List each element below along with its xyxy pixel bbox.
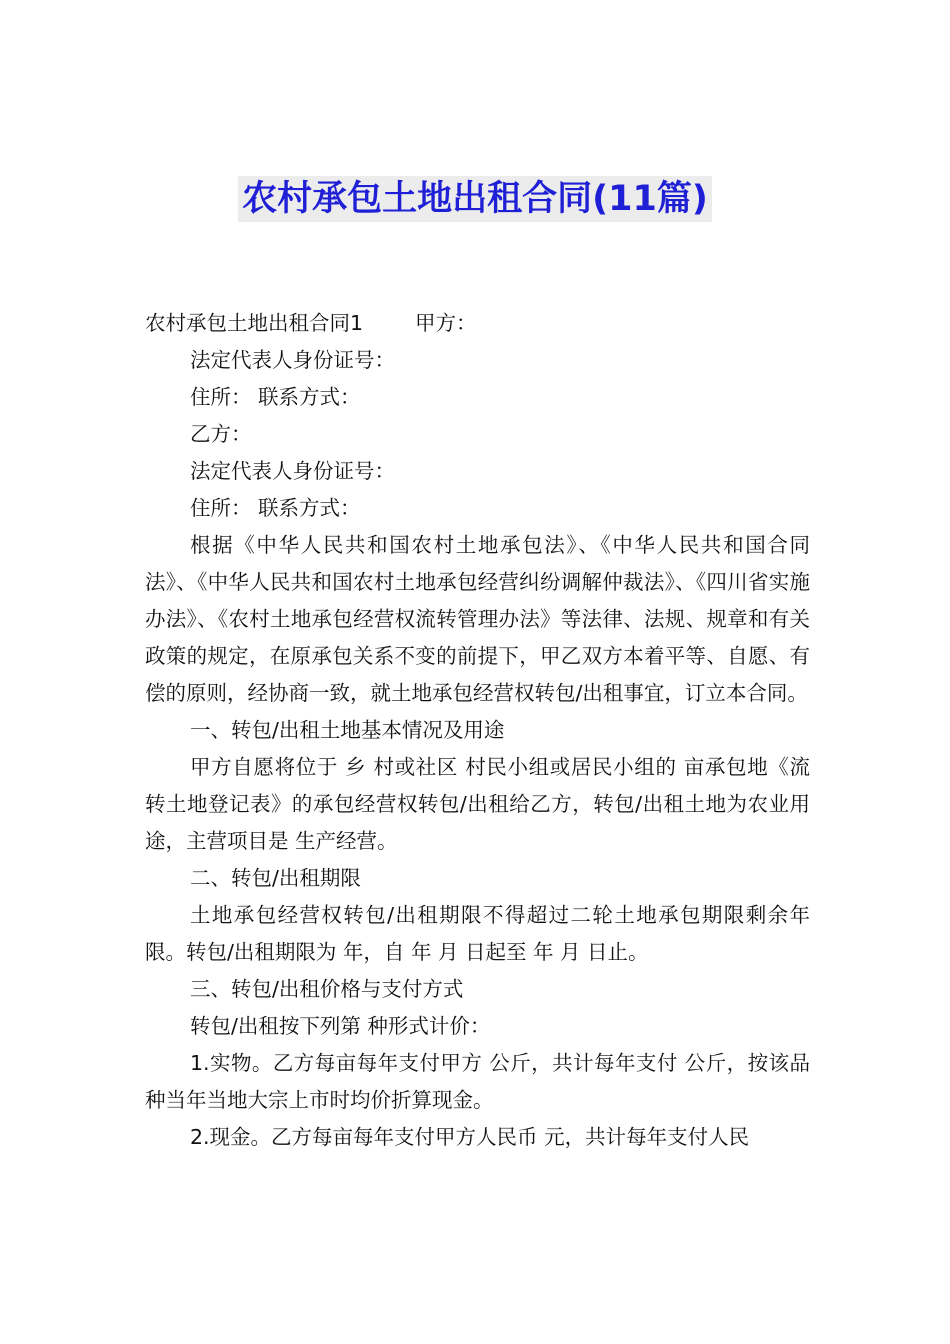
party-b-label: 乙方： — [190, 422, 252, 446]
section-heading-1: 一、转包/出租土地基本情况及用途 — [190, 718, 505, 742]
document-title: 农村承包土地出租合同(11篇) — [238, 176, 712, 222]
header-line — [145, 305, 810, 342]
document-body — [145, 305, 810, 1156]
section-3-intro: 转包/出租按下列第 种形式计价： — [190, 1014, 491, 1038]
section-heading-3: 三、转包/出租价格与支付方式 — [190, 977, 464, 1001]
party-a-label: 甲方： — [415, 311, 477, 335]
title-container — [0, 176, 950, 222]
section-2-paragraph: 土地承包经营权转包/出租期限不得超过二轮土地承包期限剩余年限。转包/出租期限为 年，自 年 月 日起至 年 月 日止。 — [145, 903, 810, 964]
party-a-id-line: 法定代表人身份证号： — [190, 348, 395, 372]
preamble-paragraph: 根据《中华人民共和国农村土地承包法》、《中华人民共和国合同法》、《中华人民共和国农村土地承包经营纠纷调解仲裁法》、《四川省实施办法》、《农村土地承包经营权流转管理办法》等法律、法规、规章和有关政策的规定，在原承包关系不变的前提下，甲乙双方本着平等、自愿、有偿的原则，经协商一致，就土地承包经营权转包/出租事宜，订立本合同。 — [145, 533, 810, 705]
section-3-item-1: 1.实物。乙方每亩每年支付甲方 公斤，共计每年支付 公斤，按该品种当年当地大宗上市时均价折算现金。 — [145, 1051, 810, 1112]
party-b-id-line: 法定代表人身份证号： — [190, 459, 395, 483]
section-3-item-2: 2.现金。乙方每亩每年支付甲方人民币 元，共计每年支付人民 — [190, 1125, 750, 1149]
party-a-address-line: 住所： 联系方式： — [190, 385, 361, 409]
section-heading-2: 二、转包/出租期限 — [190, 866, 361, 890]
section-1-paragraph: 甲方自愿将位于 乡 村或社区 村民小组或居民小组的 亩承包地《流转土地登记表》的承包经营权转包/出租给乙方，转包/出租土地为农业用途，主营项目是 生产经营。 — [145, 755, 810, 853]
party-b-address-line: 住所： 联系方式： — [190, 496, 361, 520]
contract-name: 农村承包土地出租合同1 — [145, 311, 364, 335]
